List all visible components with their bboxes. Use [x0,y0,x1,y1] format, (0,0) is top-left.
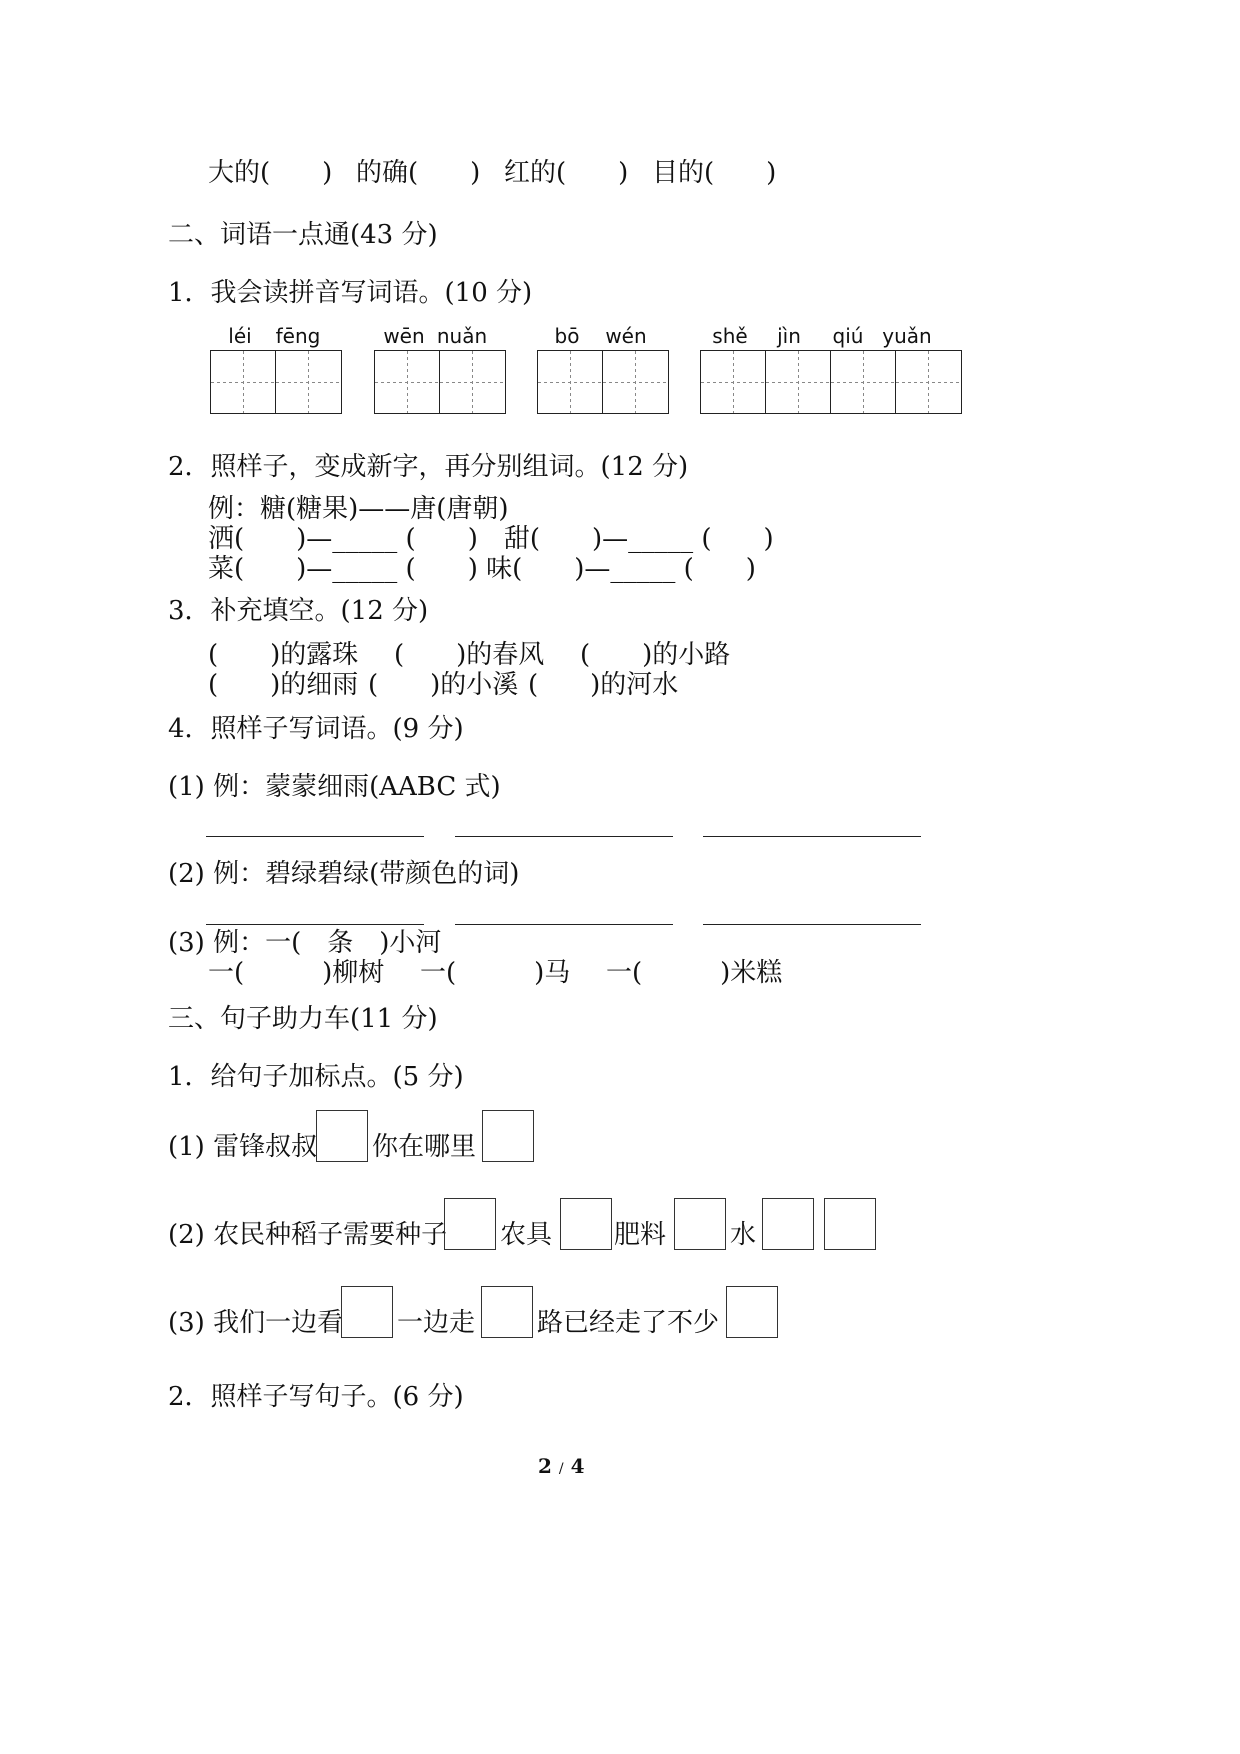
answer-line[interactable] [703,836,921,837]
fill-item: 目的( ) [652,158,777,188]
question-title: 4．照样子写词语。(9 分) [168,714,464,744]
punctuation-box[interactable] [481,1286,533,1338]
answer-line[interactable] [206,924,424,925]
page-footer [538,1456,585,1476]
question-title: 1．给句子加标点。(5 分) [168,1062,464,1092]
sentence-text: 你在哪里 [372,1132,477,1162]
pinyin-label: fēng [275,324,321,348]
question-title: 3．补充填空。(12 分) [168,596,429,626]
sentence-text: (3) 我们一边看 [168,1308,344,1338]
answer-line[interactable] [206,836,424,837]
sentence-text: 农具 [500,1220,553,1250]
question-title: 2．照样子写句子。(6 分) [168,1382,464,1412]
section-title: 三、句子助力车(11 分) [168,1004,438,1034]
punctuation-box[interactable] [824,1198,876,1250]
section-title: 二、词语一点通(43 分) [168,220,438,250]
pinyin-label: qiú [832,324,864,348]
punctuation-box[interactable] [444,1198,496,1250]
sub-question: (2) 例：碧绿碧绿(带颜色的词) [168,859,520,889]
fill-item: 一( )米糕 [606,958,783,988]
punctuation-box[interactable] [674,1198,726,1250]
pinyin-label: nuǎn [436,324,488,348]
fill-item: ( )的露珠 [208,640,359,670]
sub-question: (1) 例：蒙蒙细雨(AABC 式) [168,772,501,802]
writing-grid[interactable] [374,350,506,414]
sentence-text: (2) 农民种稻子需要种子 [168,1220,448,1250]
pinyin-label: léi [228,324,252,348]
sentence-text: 路已经走了不少 [537,1308,720,1338]
writing-grid[interactable] [210,350,342,414]
sentence-text: 一边走 [397,1308,476,1338]
punctuation-box[interactable] [726,1286,778,1338]
pinyin-label: bō [554,324,580,348]
punctuation-box[interactable] [316,1110,368,1162]
fill-item: 一( )柳树 [208,958,385,988]
pinyin-label: jìn [777,324,801,348]
fill-item: 一( )马 [420,958,571,988]
pinyin-label: shě [712,324,748,348]
exercise-row: 洒( )—_____ ( ) 甜( )—_____ ( ) [208,524,774,554]
answer-line[interactable] [455,836,673,837]
punctuation-box[interactable] [482,1110,534,1162]
sub-question: (3) 例：一( 条 )小河 [168,928,442,958]
pinyin-label: wēn [383,324,425,348]
page-total: 4 [570,1454,585,1478]
sentence-text: (1) 雷锋叔叔 [168,1132,318,1162]
exercise-row: 菜( )—_____ ( ) 味( )—_____ ( ) [208,554,756,584]
question-title: 1．我会读拼音写词语。(10 分) [168,278,533,308]
answer-line[interactable] [703,924,921,925]
fill-item: ( )的河水 [528,670,679,700]
punctuation-box[interactable] [341,1286,393,1338]
example-text: 例：糖(糖果)——唐(唐朝) [208,494,509,524]
fill-item: 红的( ) [504,158,629,188]
fill-item: ( )的细雨 [208,670,359,700]
pinyin-label: yuǎn [882,324,932,348]
fill-item: ( )的小路 [580,640,731,670]
sentence-text: 肥料 [614,1220,667,1250]
writing-grid[interactable] [537,350,669,414]
answer-line[interactable] [455,924,673,925]
fill-item: 大的( ) [208,158,333,188]
sentence-text: 水 [730,1220,757,1250]
page-separator: / [558,1461,564,1477]
question-title: 2．照样子，变成新字，再分别组词。(12 分) [168,452,689,482]
punctuation-box[interactable] [560,1198,612,1250]
writing-grid[interactable] [700,350,962,414]
pinyin-label: wén [605,324,647,348]
fill-item: 的确( ) [356,158,481,188]
fill-item: ( )的小溪 [368,670,519,700]
fill-item: ( )的春风 [394,640,545,670]
punctuation-box[interactable] [762,1198,814,1250]
page-number: 2 [538,1454,552,1478]
